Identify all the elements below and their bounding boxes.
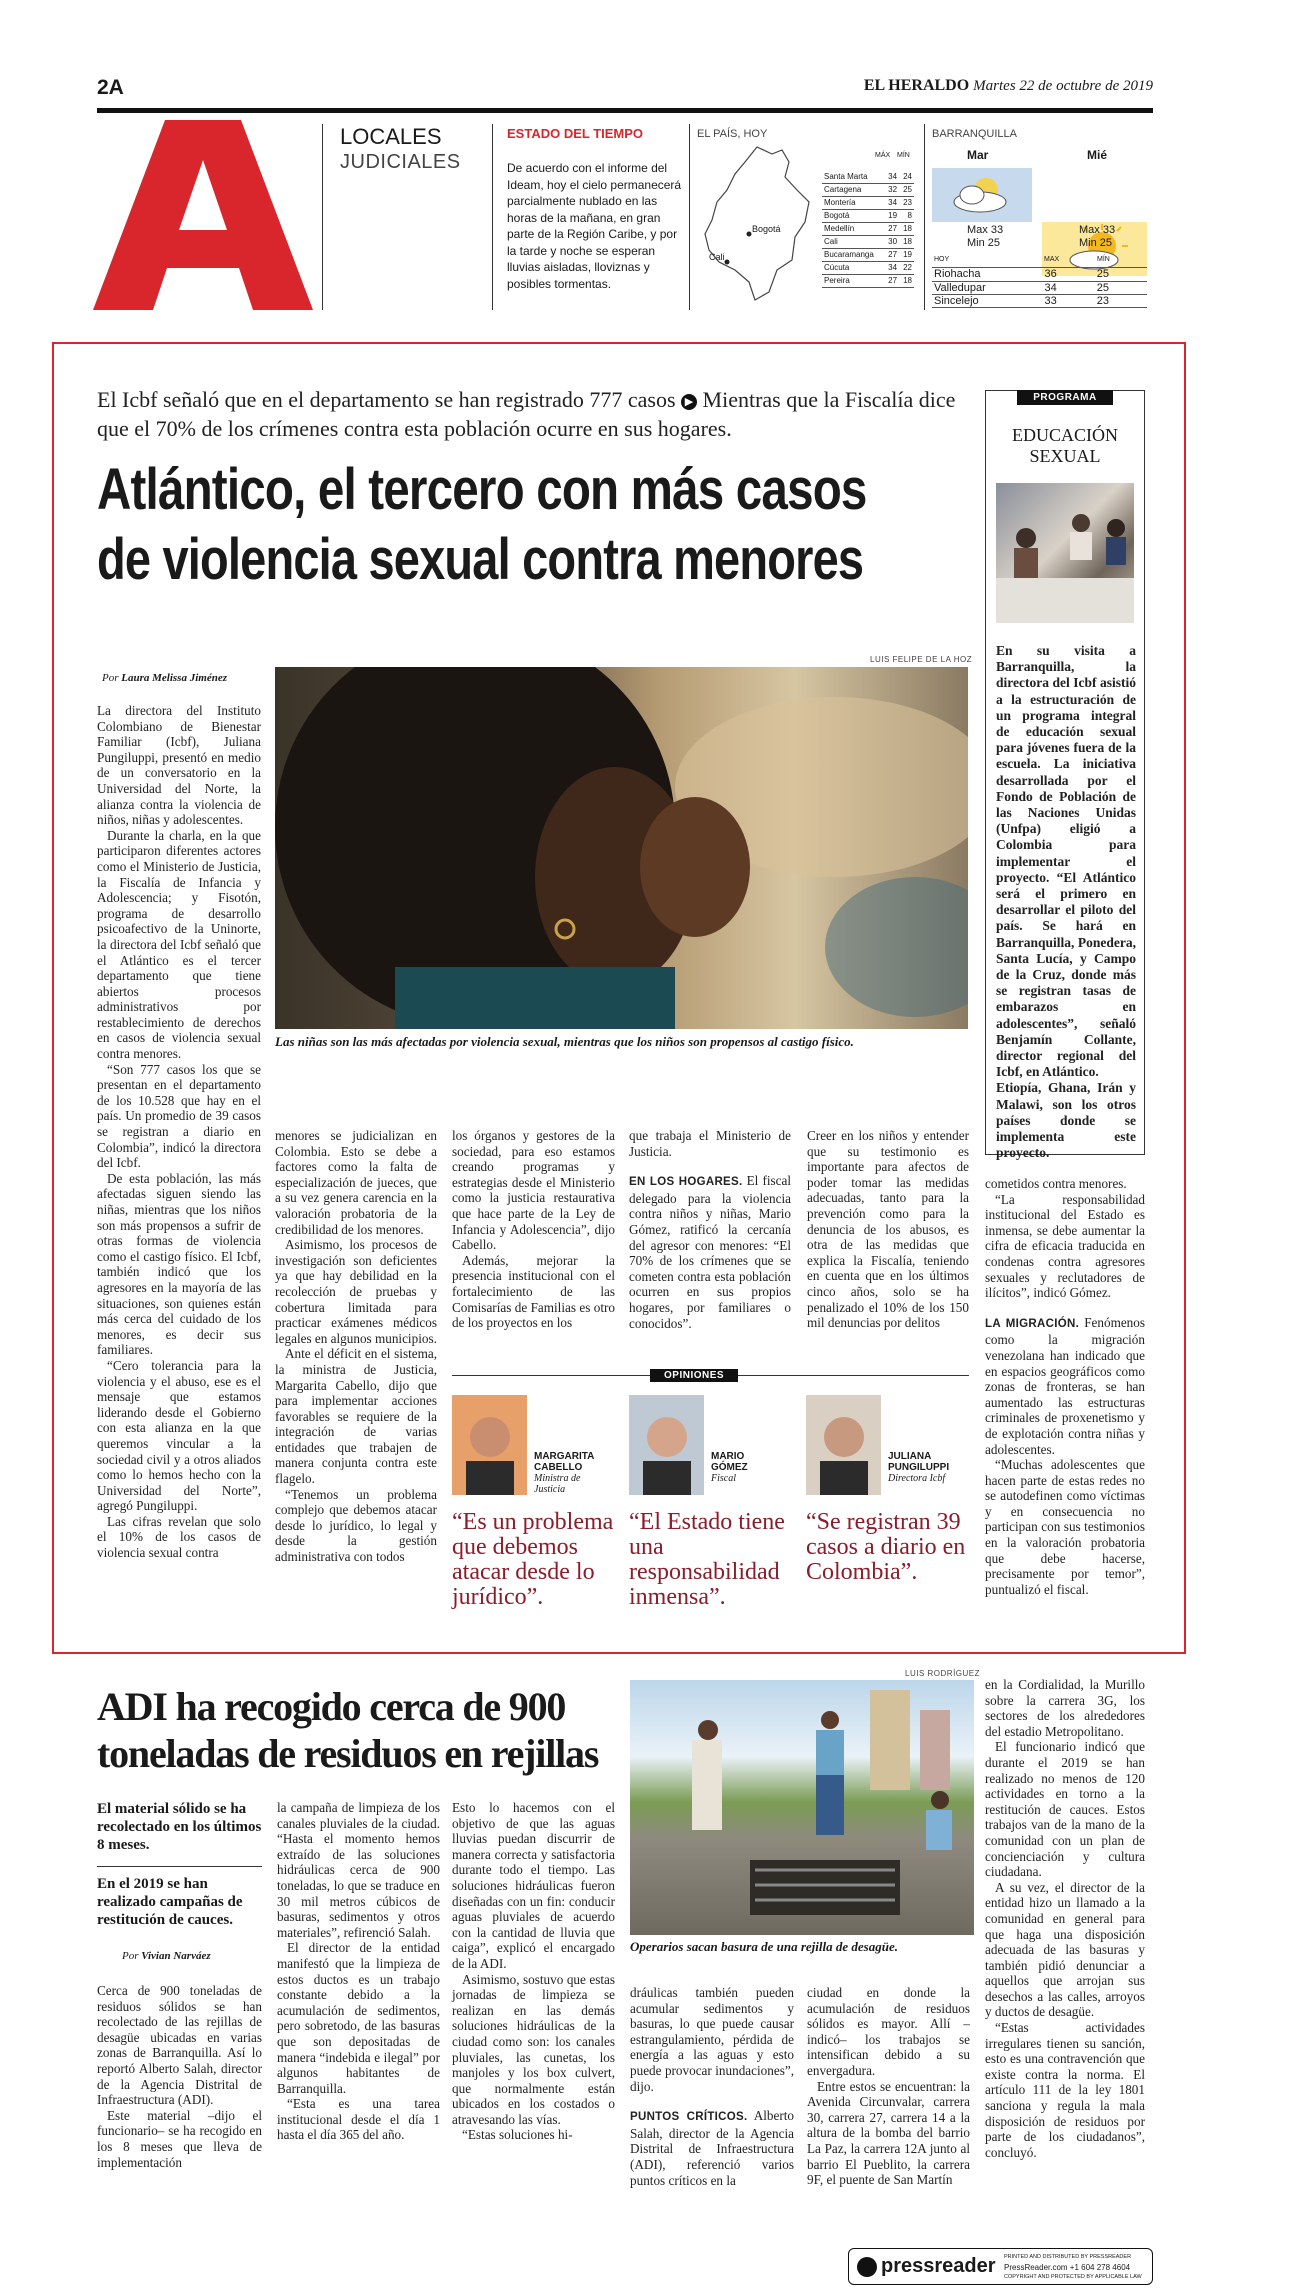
today-max: 36	[1043, 268, 1095, 281]
today-name: Valledupar	[932, 281, 1043, 294]
map-label-bogota: Bogotá	[752, 224, 781, 234]
opinion-name2: PUNGILUPPI	[888, 1462, 950, 1473]
city-name: Santa Marta	[822, 170, 884, 183]
city-min: 8	[899, 209, 914, 222]
today-row	[932, 281, 1147, 294]
second-headline	[97, 1683, 657, 1777]
city-min: 22	[899, 261, 914, 274]
city-max: 34	[884, 196, 899, 209]
opinion-role1: Directora Icbf	[888, 1473, 946, 1484]
today-rows	[932, 268, 1147, 308]
main-col4	[629, 1128, 791, 1331]
paragraph: Las cifras revelan que solo el 10% de los casos de violencia sexual contra	[97, 1513, 261, 1561]
main-photo-credit: LUIS FELIPE DE LA HOZ	[870, 655, 973, 664]
city-min: 25	[899, 183, 914, 196]
paragraph: Este material –dijo el funcionario– se ha recogido en los 8 meses que lleva de implementación	[97, 2107, 262, 2170]
s-col4-after: Alberto Salah, director de la Agencia Distrital de Infraestructura (ADI), referenció varios puntos críticos en la	[630, 2108, 794, 2188]
today-max-header: MAX	[1044, 256, 1060, 263]
second-byline-prefix: Por	[122, 1950, 139, 1962]
paragraph: Ante el déficit en el sistema, la ministra de Justicia, Margarita Cabello, dijo que para implementar acciones favorables se requiere de la integración de varias entidades que trabajen de manera conjunta contra este flagelo.	[275, 1346, 437, 1487]
sidebar-title-line2: SEXUAL	[1029, 446, 1101, 466]
opinions-label: OPINIONES	[650, 1369, 738, 1382]
pressreader-line3: COPYRIGHT AND PROTECTED BY APPLICABLE LAW	[1004, 2274, 1142, 2280]
opinion-card	[452, 1395, 617, 1635]
second-col6	[985, 1677, 1145, 2160]
pressreader-line2: PressReader.com +1 604 278 4604	[1004, 2263, 1131, 2272]
city-min: 18	[899, 274, 914, 287]
section-letter-glyph	[93, 120, 313, 310]
forecast-day2-min: Min 25	[1079, 237, 1113, 249]
section-divider	[322, 124, 323, 310]
city-max: 19	[884, 209, 899, 222]
today-name: Sincelejo	[932, 294, 1043, 307]
city-row	[822, 261, 914, 274]
second-col5	[807, 1985, 970, 2188]
weather-section	[497, 124, 1153, 310]
city-row	[822, 222, 914, 235]
byline-prefix: Por	[102, 672, 119, 684]
city-min: 18	[899, 235, 914, 248]
col6-kicker: LA MIGRACIÓN.	[985, 1317, 1080, 1330]
paragraph: en la Cordialidad, la Murillo sobre la carrera 3G, los sectores de los alrededores del estadio Metropolitano.	[985, 1677, 1145, 1739]
map-label-cali: Cali	[709, 252, 725, 262]
city-row	[822, 274, 914, 287]
col6-quote: “La responsabilidad institucional del Estado es inmensa, se debe aumentar la cifra de eficacia traducida en condenas contra agresores sexuales y reclutadores de ilícitos”, indicó Gómez.	[985, 1191, 1145, 1301]
city-name: Montería	[822, 196, 884, 209]
city-max: 27	[884, 248, 899, 261]
weather-divider-right	[924, 124, 925, 310]
opinion-portrait	[452, 1395, 527, 1495]
main-col6	[985, 1176, 1145, 1597]
opinion-card	[806, 1395, 971, 1635]
masthead-name: EL HERALDO	[863, 77, 970, 94]
col6-end: “Muchas adolescentes que hacen parte de estas redes no se autodefinen como víctimas y en consecuencia no participan con sus testimonios en la valoración probatoria que debe hacerse, precisamente por temor”, puntualizó el fiscal.	[985, 1457, 1145, 1597]
paragraph: “Tenemos un problema complejo que debemos atacar desde lo jurídico, lo legal y desde la gestión administrativa con todos	[275, 1486, 437, 1565]
city-row	[822, 209, 914, 222]
second-byline	[122, 1950, 211, 1962]
paragraph: “Son 777 casos los que se presentan en el departamento de los 10.528 que hay en el país. Un promedio de 39 casos se registran a diario en Colombia”, indicó la directora del Icbf.	[97, 1061, 261, 1171]
page-number: 2A	[97, 76, 124, 99]
city-row	[822, 170, 914, 183]
main-deck	[97, 385, 977, 443]
second-col3	[452, 1800, 615, 2143]
today-name: Riohacha	[932, 268, 1043, 281]
city-row	[822, 248, 914, 261]
main-photo	[275, 667, 968, 1029]
second-summary1: El material sólido se ha recolectado en los últimos 8 meses.	[97, 1801, 262, 1853]
second-photo-caption: Operarios sacan basura de una rejilla de desagüe.	[630, 1939, 898, 1954]
pressreader-icon	[857, 2257, 877, 2277]
city-row	[822, 183, 914, 196]
second-photo-credit: LUIS RODRÍGUEZ	[905, 1669, 981, 1678]
paragraph: El funcionario indicó que durante el 2019 se han realizado no menos de 120 actividades en torno a la restitución de cauces. Estos trabajos van de la mano de la comunidad con un plan de concienciación y cultura ciudadana.	[985, 1739, 1145, 1880]
paragraph: A su vez, el director de la entidad hizo un llamado a la comunidad en general para que haga una disposición adecuada de las basuras y también pidió denunciar a aquellos que arrojan sus desechos a las calles, arroyos y ductos de desagüe.	[985, 1879, 1145, 2020]
col4-text: El fiscal delegado para la violencia contra niños y niñas, Mario Gómez, ratificó la cercanía del agresor con menores: “El 70% de los crímenes que se cometen contra esta población ocurren en sus propios hogares, por familiares o conocidos”.	[629, 1173, 791, 1331]
second-summary2: En el 2019 se han realizado campañas de restitución de cauces.	[97, 1876, 243, 1928]
today-min-header: MÍN	[1097, 256, 1110, 263]
today-max: 33	[1043, 294, 1095, 307]
cities-table	[822, 152, 914, 288]
col4-intro: que trabaja el Ministerio de Justicia.	[629, 1128, 791, 1159]
second-col2	[277, 1800, 440, 2143]
header-rule	[97, 108, 1153, 113]
issue-date: Martes 22 de octubre de 2019	[973, 78, 1153, 94]
paragraph: Cerca de 900 toneladas de residuos sólidos se han recolectado de las rejillas de desagüe ubicadas en varias zonas de Barranquilla. Así lo reportó Alberto Salah, director de la Agencia Distrital de Infraestructura (ADI).	[97, 1983, 262, 2108]
opinion-role1: Ministra de	[534, 1473, 581, 1484]
city-name: Bucaramanga	[822, 248, 884, 261]
today-min: 25	[1095, 281, 1147, 294]
headline-line1: Atlántico, el tercero con más casos	[97, 457, 867, 522]
today-row	[932, 294, 1147, 307]
paragraph: “Estas actividades irregulares tienen su sanción, esto es una contravención que existe contra la norma. El artículo 111 de la ley 1801 sanciona y regula la mala disposición de residuos por parte de los ciudadanos”, concluyó.	[985, 2020, 1145, 2160]
city-max: 27	[884, 222, 899, 235]
city-row	[822, 196, 914, 209]
deck-part2: Mientras que la Fiscalía dice que el 70% de los crímenes contra esta población ocurre en sus hogares.	[97, 387, 956, 441]
sidebar-label: PROGRAMA	[1017, 390, 1113, 405]
opinions-row	[452, 1395, 969, 1635]
paragraph: “Estas soluciones hi-	[462, 2127, 573, 2143]
second-col4	[630, 1985, 794, 2188]
pressreader-badge	[848, 2248, 1153, 2285]
sidebar-text: En su visita a Barranquilla, la directora del Icbf asistió a la estructuración de un programa integral de educación sexual para jóvenes fuera de la escuela. La iniciativa desarrollada por el Fondo de Población de las Naciones Unidas (Unfpa) eligió a Colombia para implementar el proyecto. “El Atlántico será el primero en desarrollar el piloto del país. Se hará en Barranquilla, Ponedera, Santa Lucía, y Campo de la Cruz, donde más se registran tasas de embarazos en adolescentes”, señaló Benjamín Collante, director regional del Icbf, en Atlántico.	[996, 643, 1136, 1080]
opinion-quote: “Es un problema que debemos atacar desde lo jurídico”.	[452, 1509, 614, 1610]
today-table	[932, 256, 1147, 308]
headline-line2: de violencia sexual contra menores	[97, 527, 864, 592]
today-header: HOY	[934, 256, 950, 263]
city-name: Cúcuta	[822, 261, 884, 274]
forecast-day2-max: Max 33	[1079, 224, 1116, 236]
page-header	[97, 72, 1153, 112]
s-col4-text: dráulicas también pueden acumular sedimentos y basuras, lo que puede causar estrangulamiento, pérdida de energía a las aguas y esto puede provocar inundaciones”, dijo.	[630, 1985, 794, 2094]
city-max: 34	[884, 261, 899, 274]
sidebar-photo	[996, 483, 1134, 623]
main-headline	[97, 455, 977, 595]
masthead	[864, 77, 1153, 95]
section-letter	[93, 120, 313, 310]
paragraph: la campaña de limpieza de los canales pluviales de la ciudad. “Hasta el momento hemos extraído de las soluciones hidráulicas cerca de 900 toneladas, lo que se traduce en 30 mil metros cúbicos de basuras, sedimentos y otros materiales”, refirenció Salah.	[277, 1800, 440, 1940]
deck-part1: El Icbf señaló que en el departamento se han registrado 777 casos	[97, 387, 676, 412]
pressreader-line1: PRINTED AND DISTRIBUTED BY PRESSREADER	[1004, 2254, 1132, 2260]
paragraph: Entre estos se encuentran: la Avenida Circunvalar, carrera 30, carrera 27, carrera 14 a la altura de la bomba del barrio La Paz, la carrera 12A junto al barrio El Pueblito, la carrera 9F, el puente de San Martín	[807, 2078, 970, 2188]
main-byline	[102, 672, 227, 684]
section-subtitle: JUDICIALES	[340, 151, 461, 173]
opinion-portrait	[806, 1395, 881, 1495]
main-col1	[97, 703, 261, 1561]
paragraph: De esta población, las más afectadas siguen siendo las niñas, mientras que los niños son más propensos a sufrir de otras formas de violencia como el castigo físico. El Icbf, también indicó que los agresores en la mayoría de las situaciones, son quienes están más cerca del cuidado de los menores, es decir sus familiares.	[97, 1170, 261, 1358]
today-min: 25	[1095, 268, 1147, 281]
paragraph: ciudad en donde la acumulación de residuos sólidos es mayor. Allí –indicó– los trabajos se intensifican debido a su envergadura.	[807, 1985, 970, 2078]
opinion-portrait	[629, 1395, 704, 1495]
city-min: 24	[899, 170, 914, 183]
opinion-card	[629, 1395, 794, 1635]
second-col1	[97, 1983, 262, 2170]
today-max: 34	[1043, 281, 1095, 294]
opinion-quote: “Se registran 39 casos a diario en Colombia”.	[806, 1509, 966, 1585]
paragraph: Durante la charla, en la que participaron diferentes actores como el Ministerio de Justicia, la Fiscalía de Infancia y Adolescencia; y Fisotón, programa de desarrollo psicoafectivo de la Uninorte, la directora del Icbf señaló que el Atlántico es el tercer departamento que tiene abiertos procesos administrativos por restablecimiento de derechos en casos de violencia sexual contra menores.	[97, 827, 261, 1062]
city-name: Cartagena	[822, 183, 884, 196]
city-name: Bogotá	[822, 209, 884, 222]
meeting-photo-illustration	[996, 483, 1134, 623]
city-max: 30	[884, 235, 899, 248]
main-col2	[275, 1128, 437, 1565]
opinion-name2: GÓMEZ	[711, 1462, 748, 1473]
sidebar-text2: Etiopía, Ghana, Irán y Malawi, son los otros países donde se implementa este proyecto.	[996, 1080, 1136, 1161]
paragraph: El director de la entidad manifestó que la limpieza de estos ductos es un trabajo constante debido a la acumulación de sedimentos, pero sobretodo, de las basuras que son depositadas de manera “indebida e ilegal” por algunos habitantes de Barranquilla.	[277, 1940, 440, 2096]
today-min: 23	[1095, 294, 1147, 307]
sidebar-title-line1: EDUCACIÓN	[1012, 425, 1118, 445]
weather-divider-mid	[689, 124, 690, 310]
forecast-day1-max: Max 33	[967, 224, 1004, 236]
weather-text: De acuerdo con el informe del Ideam, hoy el cielo permanecerá parcialmente nublado en las horas de la mañana, en gran parte de la Región Caribe, y por la tarde y noche se esperan lluvias aisladas, lloviznas y posibles tormentas.	[507, 161, 682, 291]
city-name: Pereira	[822, 274, 884, 287]
weather-title: ESTADO DEL TIEMPO	[507, 126, 644, 141]
opinion-role2: Justicia	[534, 1484, 566, 1495]
city-min: 18	[899, 222, 914, 235]
col6-text: Fenómenos como la migración venezolana han indicado que en espacios geográficos como zonas de fronteras, se han aumentado las estructuras criminales de proxenetismo y de explotación contra niñas y adolescentes.	[985, 1314, 1145, 1457]
city-name: Medellín	[822, 222, 884, 235]
opinion-quote: “El Estado tiene una responsabilidad inmensa”.	[629, 1509, 785, 1610]
paragraph: Asimismo, sostuvo que estas jornadas de limpieza se realizan en las demás soluciones hidráulicas de la ciudad como son: los canales pluviales, las cunetas, los manjoles y los box culvert, que normalmente están ubicados en los costados o atravesando las vías.	[452, 1971, 615, 2127]
forecast-day2-name: Mié	[1087, 148, 1108, 162]
paragraph: “Cero tolerancia para la violencia y el abuso, ese es el mensaje que estamos liderando desde el Gobierno con esta alianza en la que queremos vincular a la sociedad civil y a otros aliados como lo hemos hecho con la Universidad del Norte”, agregó Pungiluppi.	[97, 1357, 261, 1514]
deck-arrow-icon: ▶	[681, 394, 697, 410]
paragraph: Asimismo, los procesos de investigación son deficientes ya que hay debilidad en la recolección de pruebas y cobertura limitada para practicar exámenes médicos legales en algunos municipios.	[275, 1237, 437, 1346]
paragraph: “Esta es una tarea institucional desde el día 1 hasta el día 365 del año.	[277, 2096, 440, 2143]
city-name: Cali	[822, 235, 884, 248]
city-min: 23	[899, 196, 914, 209]
second-headline-line1: ADI ha recogido cerca de 900	[97, 1684, 566, 1729]
pressreader-brand: pressreader	[881, 2255, 996, 2277]
city-row	[822, 235, 914, 248]
s-col4-kicker: PUNTOS CRÍTICOS.	[630, 2111, 748, 2124]
country-label: EL PAÍS, HOY	[697, 128, 768, 140]
city-max: 27	[884, 274, 899, 287]
forecast-day1-name: Mar	[967, 148, 989, 162]
byline-name: Laura Melissa Jiménez	[121, 672, 227, 684]
second-byline-name: Vivian Narváez	[141, 1950, 211, 1962]
paragraph: La directora del Instituto Colombiano de Bienestar Familiar (Icbf), Juliana Pungiluppi, presentó en medio de un conversatorio en la Universidad del Norte, la alianza contra la violencia de niños, niñas y adolescentes.	[97, 703, 261, 828]
second-photo	[630, 1680, 974, 1935]
main-col5	[807, 1128, 969, 1331]
city-max: 34	[884, 170, 899, 183]
paragraph: Además, mejorar la presencia institucional con el fortalecimiento de las Comisarías de Familias es otro de los proyectos en los	[452, 1252, 615, 1331]
cities-min-header: MÍN	[897, 152, 910, 159]
opinion-name1: MARIO	[711, 1451, 745, 1462]
cities-rows	[822, 170, 914, 288]
paragraph: menores se judicializan en Colombia. Esto se debe a factores como la falta de especialización de jueces, que a su vez genera carencia en la valoración probatoria de la credibilidad de los menores.	[275, 1128, 437, 1237]
weather-divider-left	[492, 124, 493, 310]
opinion-name2: CABELLO	[534, 1462, 583, 1473]
workers-photo-illustration	[630, 1680, 974, 1935]
section-title: LOCALES	[340, 124, 442, 149]
col6-intro: cometidos contra menores.	[985, 1176, 1127, 1191]
col4-kicker: EN LOS HOGARES.	[629, 1176, 743, 1189]
city-max: 32	[884, 183, 899, 196]
city-min: 19	[899, 248, 914, 261]
forecast-day1-icon-box	[932, 168, 1032, 222]
paragraph: Esto lo hacemos con el objetivo de que las aguas lluvias puedan discurrir de manera correcta y satisfactoria durante todo el tiempo. Las soluciones hidráulicas fueron diseñadas con un fin: conducir aguas pluviales de acuerdo con la cantidad de lluvia que caiga”, explicó el encargado de la ADI.	[452, 1800, 615, 1971]
girl-photo-illustration	[275, 667, 968, 1029]
cities-max-header: MÁX	[875, 152, 891, 159]
summary-rule	[97, 1866, 262, 1867]
main-col3	[452, 1128, 615, 1331]
cloud-sun-icon	[932, 168, 1032, 222]
today-row	[932, 268, 1147, 281]
paragraph: Creer en los niños y entender que su testimonio es importante para afectos de poder tomar las medidas adecuadas, tanto para la prevención como para la denuncia de los abusos, es otra de las medidas que explica la Fiscalía, teniendo en cuenta que en los últimos cinco años, solo se ha penalizado el 10% de los 150 mil denuncias por delitos	[807, 1128, 969, 1331]
main-photo-caption: Las niñas son las más afectadas por violencia sexual, mientras que los niños son propensos al castigo físico.	[275, 1034, 854, 1049]
opinion-name1: JULIANA	[888, 1451, 932, 1462]
opinion-name1: MARGARITA	[534, 1451, 595, 1462]
barranquilla-label: BARRANQUILLA	[932, 128, 1017, 140]
paragraph: los órganos y gestores de la sociedad, para eso estamos creando programas y estrategias desde el Ministerio como la justicia restaurativa que hace parte de la Ley de Infancia y Adolescencia”, dijo Cabello.	[452, 1128, 615, 1253]
forecast-day1-min: Min 25	[967, 237, 1001, 249]
sidebar-box	[985, 390, 1145, 1161]
opinion-role1: Fiscal	[711, 1473, 736, 1484]
second-headline-line2: toneladas de residuos en rejillas	[97, 1731, 599, 1776]
